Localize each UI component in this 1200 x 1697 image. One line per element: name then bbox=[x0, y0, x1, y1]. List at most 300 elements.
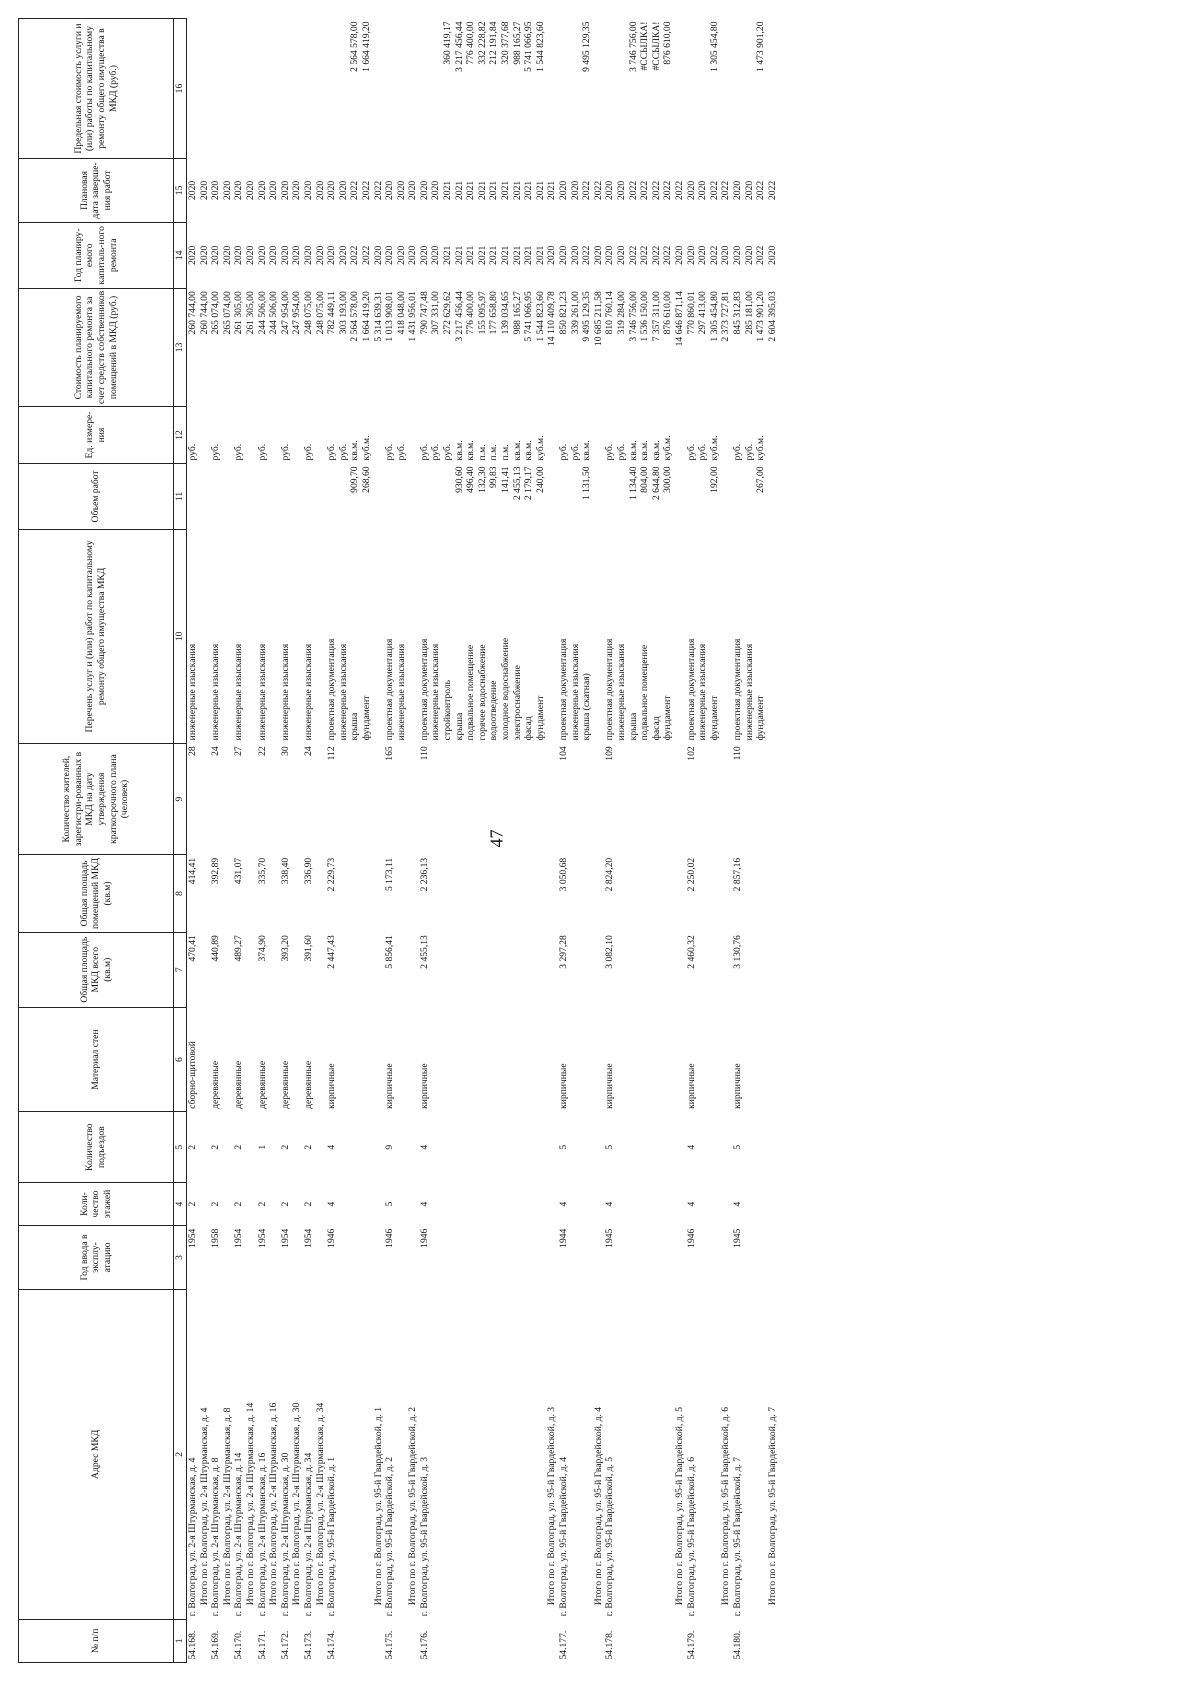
table-cell bbox=[361, 743, 373, 854]
table-cell: 54.176. bbox=[418, 1630, 430, 1660]
table-cell: 2020 bbox=[233, 180, 245, 201]
table-cell bbox=[465, 1226, 477, 1290]
table-cell bbox=[720, 407, 732, 464]
table-cell: кирпичные bbox=[685, 1063, 697, 1109]
table-cell: куб.м. bbox=[708, 435, 720, 461]
table-cell: 2020 bbox=[685, 245, 697, 265]
table-cell bbox=[662, 1182, 674, 1225]
column-number: 13 bbox=[174, 288, 187, 406]
table-cell: 2020 bbox=[558, 245, 569, 265]
table-cell bbox=[755, 1112, 767, 1183]
table-cell bbox=[500, 855, 512, 932]
table-cell bbox=[338, 932, 350, 1007]
table-cell bbox=[373, 1182, 385, 1225]
table-cell: 165 bbox=[384, 746, 396, 761]
table-cell: 2020 bbox=[743, 180, 755, 201]
table-cell bbox=[720, 1619, 732, 1662]
table-cell: 2020 bbox=[384, 180, 396, 201]
table-cell bbox=[199, 1226, 211, 1290]
table-row bbox=[535, 19, 547, 1663]
table-cell bbox=[512, 1619, 524, 1662]
table-cell bbox=[361, 932, 373, 1007]
table-cell: 2022 bbox=[627, 245, 639, 265]
table-cell: 4 bbox=[326, 1201, 338, 1207]
table-cell bbox=[233, 19, 245, 159]
table-cell: #ССЫЛКА! bbox=[639, 21, 651, 71]
table-cell bbox=[315, 407, 327, 464]
table-cell bbox=[315, 932, 327, 1007]
table-cell bbox=[454, 743, 466, 854]
table-cell bbox=[581, 1112, 593, 1183]
table-cell bbox=[755, 1289, 767, 1619]
table-cell bbox=[315, 529, 327, 743]
header-cell: Перечень услуг и (или) работ по капитальному ремонту общего имущества МКД bbox=[19, 529, 174, 743]
table-cell: 2020 bbox=[395, 245, 407, 265]
table-cell: 876 610,00 bbox=[662, 291, 674, 335]
table-cell bbox=[407, 1007, 419, 1112]
table-row bbox=[442, 19, 454, 1663]
column-number: 6 bbox=[174, 1007, 187, 1112]
table-cell: проектная документация bbox=[558, 638, 569, 741]
table-cell bbox=[268, 1619, 280, 1662]
table-cell bbox=[674, 743, 686, 854]
table-cell: 22 bbox=[256, 746, 268, 756]
table-row bbox=[686, 19, 698, 1663]
table-cell bbox=[674, 1112, 686, 1183]
table-cell bbox=[546, 855, 558, 932]
table-cell: 3 297,28 bbox=[558, 935, 569, 969]
table-cell: 988 165,27 bbox=[511, 291, 523, 335]
table-cell bbox=[407, 463, 419, 529]
table-cell: руб. bbox=[442, 443, 454, 461]
table-cell bbox=[373, 1619, 385, 1662]
table-cell: 2021 bbox=[534, 245, 546, 265]
table-cell bbox=[199, 1007, 211, 1112]
table-cell bbox=[396, 1226, 408, 1290]
table-cell bbox=[222, 1619, 234, 1662]
table-cell bbox=[477, 1289, 489, 1619]
table-cell bbox=[570, 19, 582, 159]
table-cell: 2022 bbox=[766, 180, 778, 201]
table-cell: 2020 bbox=[615, 180, 627, 201]
table-cell: 414,41 bbox=[187, 857, 198, 885]
table-row bbox=[662, 19, 674, 1663]
table-cell: кв.м. bbox=[627, 440, 639, 461]
table-cell bbox=[709, 1007, 721, 1112]
table-cell: кирпичные bbox=[558, 1063, 569, 1109]
table-cell bbox=[616, 1619, 628, 1662]
table-cell bbox=[291, 1619, 303, 1662]
table-cell bbox=[581, 1619, 593, 1662]
table-cell: 2020 bbox=[615, 245, 627, 265]
table-cell bbox=[697, 463, 709, 529]
table-cell: 9 495 129,35 bbox=[581, 21, 593, 72]
table-cell bbox=[535, 1112, 547, 1183]
table-cell bbox=[245, 463, 257, 529]
table-cell bbox=[349, 1226, 361, 1290]
table-cell: 1958 bbox=[210, 1228, 222, 1248]
table-cell bbox=[767, 19, 779, 159]
table-cell bbox=[349, 855, 361, 932]
table-cell bbox=[442, 932, 454, 1007]
table-cell: руб. bbox=[337, 443, 349, 461]
table-cell: сборно-щитовой bbox=[187, 1041, 198, 1109]
table-cell: #ССЫЛКА! bbox=[650, 21, 662, 71]
table-cell bbox=[488, 1226, 500, 1290]
table-cell: проектная документация bbox=[326, 638, 338, 741]
table-cell bbox=[720, 743, 732, 854]
table-cell bbox=[767, 1619, 779, 1662]
table-cell bbox=[245, 1007, 257, 1112]
table-cell: Итого по г. Волгоград, ул. 2-я Штурманская, д. 34 bbox=[314, 1402, 326, 1606]
table-cell bbox=[546, 19, 558, 159]
table-cell bbox=[361, 1289, 373, 1619]
table-cell bbox=[454, 1112, 466, 1183]
table-cell bbox=[512, 1007, 524, 1112]
table-cell: 112 bbox=[326, 746, 338, 761]
table-cell bbox=[523, 1289, 535, 1619]
table-cell bbox=[338, 1182, 350, 1225]
table-cell bbox=[396, 1112, 408, 1183]
table-cell bbox=[744, 1112, 756, 1183]
table-cell bbox=[651, 932, 663, 1007]
table-cell: 27 bbox=[233, 746, 245, 756]
table-cell: 2020 bbox=[198, 180, 210, 201]
column-number: 3 bbox=[174, 1226, 187, 1290]
table-cell bbox=[442, 1182, 454, 1225]
table-cell bbox=[744, 19, 756, 159]
table-row bbox=[210, 19, 222, 1663]
table-cell bbox=[373, 855, 385, 932]
table-cell bbox=[396, 743, 408, 854]
column-number: 1 bbox=[174, 1619, 187, 1662]
table-cell: п.м. bbox=[476, 444, 488, 461]
table-cell bbox=[349, 1007, 361, 1112]
table-cell bbox=[639, 932, 651, 1007]
table-cell: 930,60 bbox=[453, 466, 465, 493]
table-cell: 2020 bbox=[337, 180, 349, 201]
table-cell: 1 536 150,00 bbox=[639, 291, 651, 342]
table-cell: 155 095,97 bbox=[476, 291, 488, 335]
table-row bbox=[639, 19, 651, 1663]
table-cell bbox=[430, 1112, 442, 1183]
column-number: 7 bbox=[174, 932, 187, 1007]
header-cell: Стоимость планируемого капитального ремонта за счет средств собственников помещений в МКД (руб.) bbox=[19, 288, 174, 406]
table-cell: 2020 bbox=[685, 180, 697, 201]
table-cell: 4 bbox=[326, 1144, 338, 1150]
table-cell: 1 473 901,20 bbox=[755, 291, 767, 342]
table-cell: 2022 bbox=[708, 180, 720, 201]
table-cell: 2020 bbox=[766, 245, 778, 265]
table-cell bbox=[407, 743, 419, 854]
table-cell: 2022 bbox=[360, 245, 372, 265]
table-cell: 782 449,11 bbox=[326, 291, 338, 335]
table-cell: инженерные изыскания bbox=[395, 643, 407, 741]
table-cell bbox=[512, 1182, 524, 1225]
table-cell: 2020 bbox=[268, 245, 280, 265]
table-cell: инженерные изыскания bbox=[279, 643, 291, 741]
table-cell: 267,00 bbox=[755, 466, 767, 493]
table-cell: деревянные bbox=[210, 1060, 222, 1109]
table-cell bbox=[546, 743, 558, 854]
rotated-table-container bbox=[18, 18, 1200, 1663]
table-cell: 3 082,10 bbox=[604, 935, 616, 969]
table-cell: 177 658,80 bbox=[488, 291, 500, 335]
table-cell bbox=[558, 19, 570, 159]
table-cell: 240,00 bbox=[534, 466, 546, 493]
table-row bbox=[570, 19, 582, 1663]
table-row bbox=[697, 19, 709, 1663]
table-row bbox=[407, 19, 419, 1663]
table-cell bbox=[373, 19, 385, 159]
table-cell bbox=[616, 743, 628, 854]
table-cell bbox=[767, 855, 779, 932]
table-cell bbox=[512, 1226, 524, 1290]
table-cell bbox=[709, 1112, 721, 1183]
table-cell: 5 bbox=[558, 1144, 569, 1150]
table-cell bbox=[720, 463, 732, 529]
table-cell bbox=[454, 1182, 466, 1225]
table-cell bbox=[222, 1226, 234, 1290]
table-cell: инженерные изыскания bbox=[697, 643, 709, 741]
table-cell: 261 305,00 bbox=[244, 291, 256, 335]
table-cell: 3 746 756,00 bbox=[627, 291, 639, 342]
header-cell: Плановая дата заверше-ния работ bbox=[19, 159, 174, 223]
table-cell: 247 954,00 bbox=[279, 291, 291, 335]
table-cell: 2020 bbox=[221, 180, 233, 201]
table-cell bbox=[407, 1112, 419, 1183]
table-cell bbox=[709, 932, 721, 1007]
table-cell bbox=[291, 19, 303, 159]
table-cell bbox=[315, 463, 327, 529]
table-cell bbox=[291, 932, 303, 1007]
table-cell: 2021 bbox=[453, 180, 465, 201]
table-cell bbox=[488, 1619, 500, 1662]
table-cell bbox=[628, 1619, 640, 1662]
page-number: 47 bbox=[486, 829, 507, 848]
table-cell: 391,60 bbox=[302, 935, 314, 962]
table-cell: 3 130,76 bbox=[731, 935, 743, 969]
column-number: 9 bbox=[174, 743, 187, 854]
table-row bbox=[430, 19, 442, 1663]
table-cell: 2020 bbox=[720, 245, 732, 265]
table-cell: 2020 bbox=[268, 180, 280, 201]
table-cell bbox=[210, 463, 222, 529]
table-cell: 1954 bbox=[256, 1228, 268, 1248]
table-cell bbox=[373, 1112, 385, 1183]
table-cell: кв.м. bbox=[650, 440, 662, 461]
table-cell: 1 bbox=[256, 1144, 268, 1150]
table-cell: руб. bbox=[615, 443, 627, 461]
column-number: 12 bbox=[174, 407, 187, 464]
table-cell bbox=[500, 1112, 512, 1183]
table-cell bbox=[604, 19, 616, 159]
table-cell: Итого по г. Волгоград, ул. 95-й Гвардейской, д. 3 bbox=[546, 1406, 558, 1606]
table-cell: 2021 bbox=[476, 245, 488, 265]
table-cell: 54.179. bbox=[685, 1630, 697, 1660]
table-cell: 24 bbox=[210, 746, 222, 756]
table-cell bbox=[593, 932, 605, 1007]
table-cell bbox=[199, 19, 211, 159]
table-cell: 393,20 bbox=[279, 935, 291, 962]
table-cell: 2020 bbox=[314, 245, 326, 265]
table-cell bbox=[338, 1112, 350, 1183]
table-cell bbox=[361, 1182, 373, 1225]
table-cell: 988 165,27 bbox=[511, 21, 523, 65]
table-cell: Итого по г. Волгоград, ул. 95-й Гвардейской, д. 4 bbox=[592, 1406, 604, 1606]
table-cell: 876 610,00 bbox=[662, 21, 674, 65]
table-cell bbox=[291, 463, 303, 529]
table-cell bbox=[523, 1112, 535, 1183]
table-cell: 489,27 bbox=[233, 935, 245, 962]
table-cell bbox=[593, 1007, 605, 1112]
table-cell: 2 824,20 bbox=[604, 857, 616, 892]
table-cell bbox=[199, 855, 211, 932]
table-row bbox=[233, 19, 245, 1663]
table-cell bbox=[291, 1112, 303, 1183]
table-row bbox=[268, 19, 280, 1663]
table-cell: 2022 bbox=[650, 180, 662, 201]
table-cell: 2020 bbox=[697, 180, 709, 201]
table-row bbox=[488, 19, 500, 1663]
table-cell: 3 050,68 bbox=[558, 857, 569, 892]
table-cell bbox=[245, 529, 257, 743]
table-cell: 132,30 bbox=[476, 466, 488, 493]
table-cell: руб. bbox=[187, 443, 198, 461]
table-cell bbox=[581, 855, 593, 932]
table-cell bbox=[430, 1289, 442, 1619]
table-cell bbox=[767, 1007, 779, 1112]
table-cell: руб. bbox=[302, 443, 314, 461]
table-cell bbox=[755, 1007, 767, 1112]
table-row bbox=[651, 19, 663, 1663]
table-cell bbox=[709, 855, 721, 932]
table-cell: проектная документация bbox=[604, 638, 616, 741]
table-cell: 909,70 bbox=[349, 466, 361, 493]
table-cell bbox=[720, 1007, 732, 1112]
header-cell: Общая площадь МКД всего (кв.м) bbox=[19, 932, 174, 1007]
table-cell: 307 331,00 bbox=[430, 291, 442, 335]
table-cell bbox=[651, 1007, 663, 1112]
table-cell bbox=[430, 19, 442, 159]
table-cell: 2022 bbox=[639, 245, 651, 265]
table-cell: 2 564 578,00 bbox=[349, 21, 361, 72]
table-cell bbox=[570, 463, 582, 529]
table-cell bbox=[291, 743, 303, 854]
table-cell bbox=[454, 1007, 466, 1112]
table-cell: 4 bbox=[558, 1201, 569, 1207]
table-cell: 2020 bbox=[233, 245, 245, 265]
table-cell: 2020 bbox=[256, 180, 268, 201]
table-cell bbox=[245, 743, 257, 854]
table-cell: 2020 bbox=[418, 245, 430, 265]
table-cell bbox=[222, 932, 234, 1007]
table-cell bbox=[222, 855, 234, 932]
table-row bbox=[384, 19, 396, 1663]
table-cell bbox=[349, 932, 361, 1007]
table-cell bbox=[338, 855, 350, 932]
table-cell bbox=[199, 743, 211, 854]
table-cell bbox=[628, 1226, 640, 1290]
table-cell bbox=[454, 855, 466, 932]
table-cell: 2020 bbox=[407, 180, 419, 201]
table-cell bbox=[593, 855, 605, 932]
table-cell: 54.175. bbox=[384, 1630, 396, 1660]
table-cell bbox=[280, 463, 292, 529]
header-cell: Количество жителей, зарегистри-рованных в МКД на дату утверждения краткосрочного плана (человек) bbox=[19, 743, 174, 854]
table-row bbox=[419, 19, 431, 1663]
table-cell bbox=[430, 1619, 442, 1662]
table-cell: 776 400,00 bbox=[465, 291, 477, 335]
table-cell: г. Волгоград, ул. 95-й Гвардейской, д. 4 bbox=[558, 1456, 569, 1617]
table-cell bbox=[593, 19, 605, 159]
table-cell bbox=[222, 1182, 234, 1225]
table-cell: 2020 bbox=[244, 180, 256, 201]
table-cell: 2021 bbox=[476, 180, 488, 201]
table-cell bbox=[639, 1182, 651, 1225]
table-cell: 2020 bbox=[395, 180, 407, 201]
table-row bbox=[732, 19, 744, 1663]
table-row bbox=[373, 19, 385, 1663]
table-cell: 2 bbox=[279, 1201, 291, 1207]
table-cell bbox=[396, 855, 408, 932]
table-cell bbox=[686, 463, 698, 529]
table-cell: 2020 bbox=[384, 245, 396, 265]
table-cell bbox=[454, 1289, 466, 1619]
table-cell: руб. bbox=[558, 443, 569, 461]
table-cell bbox=[268, 1226, 280, 1290]
table-cell: г. Волгоград, ул. 95-й Гвардейской, д. 7 bbox=[731, 1456, 743, 1617]
table-cell bbox=[407, 1182, 419, 1225]
table-cell: 2021 bbox=[546, 180, 558, 201]
table-cell: 2020 bbox=[221, 245, 233, 265]
table-cell bbox=[523, 1007, 535, 1112]
table-row bbox=[199, 19, 211, 1663]
table-cell bbox=[268, 855, 280, 932]
table-cell bbox=[720, 855, 732, 932]
table-cell: 110 bbox=[418, 746, 430, 761]
table-cell: 2 bbox=[210, 1144, 222, 1150]
table-cell bbox=[500, 1289, 512, 1619]
table-cell: 2020 bbox=[198, 245, 210, 265]
table-cell: 2020 bbox=[604, 245, 616, 265]
table-cell bbox=[616, 1007, 628, 1112]
table-cell bbox=[709, 1289, 721, 1619]
table-cell bbox=[465, 1182, 477, 1225]
table-cell bbox=[709, 1619, 721, 1662]
table-cell: Итого по г. Волгоград, ул. 2-я Штурманская, д. 8 bbox=[221, 1407, 233, 1606]
table-cell: 1 473 901,20 bbox=[755, 21, 767, 72]
table-cell bbox=[720, 529, 732, 743]
table-cell bbox=[697, 1007, 709, 1112]
header-cell: Материал стен bbox=[19, 1007, 174, 1112]
table-cell: 319 284,00 bbox=[615, 291, 627, 335]
table-row bbox=[546, 19, 558, 1663]
table-cell: руб. bbox=[279, 443, 291, 461]
table-cell bbox=[570, 1182, 582, 1225]
table-cell bbox=[639, 1112, 651, 1183]
table-cell bbox=[373, 407, 385, 464]
table-row bbox=[593, 19, 605, 1663]
header-cell: № п/п bbox=[19, 1619, 174, 1662]
table-cell bbox=[373, 463, 385, 529]
table-cell bbox=[581, 1289, 593, 1619]
table-cell: 1954 bbox=[279, 1228, 291, 1248]
table-cell: инженерные изыскания bbox=[233, 643, 245, 741]
column-number: 8 bbox=[174, 855, 187, 932]
table-cell: 54.178. bbox=[604, 1630, 616, 1660]
table-cell bbox=[744, 1007, 756, 1112]
